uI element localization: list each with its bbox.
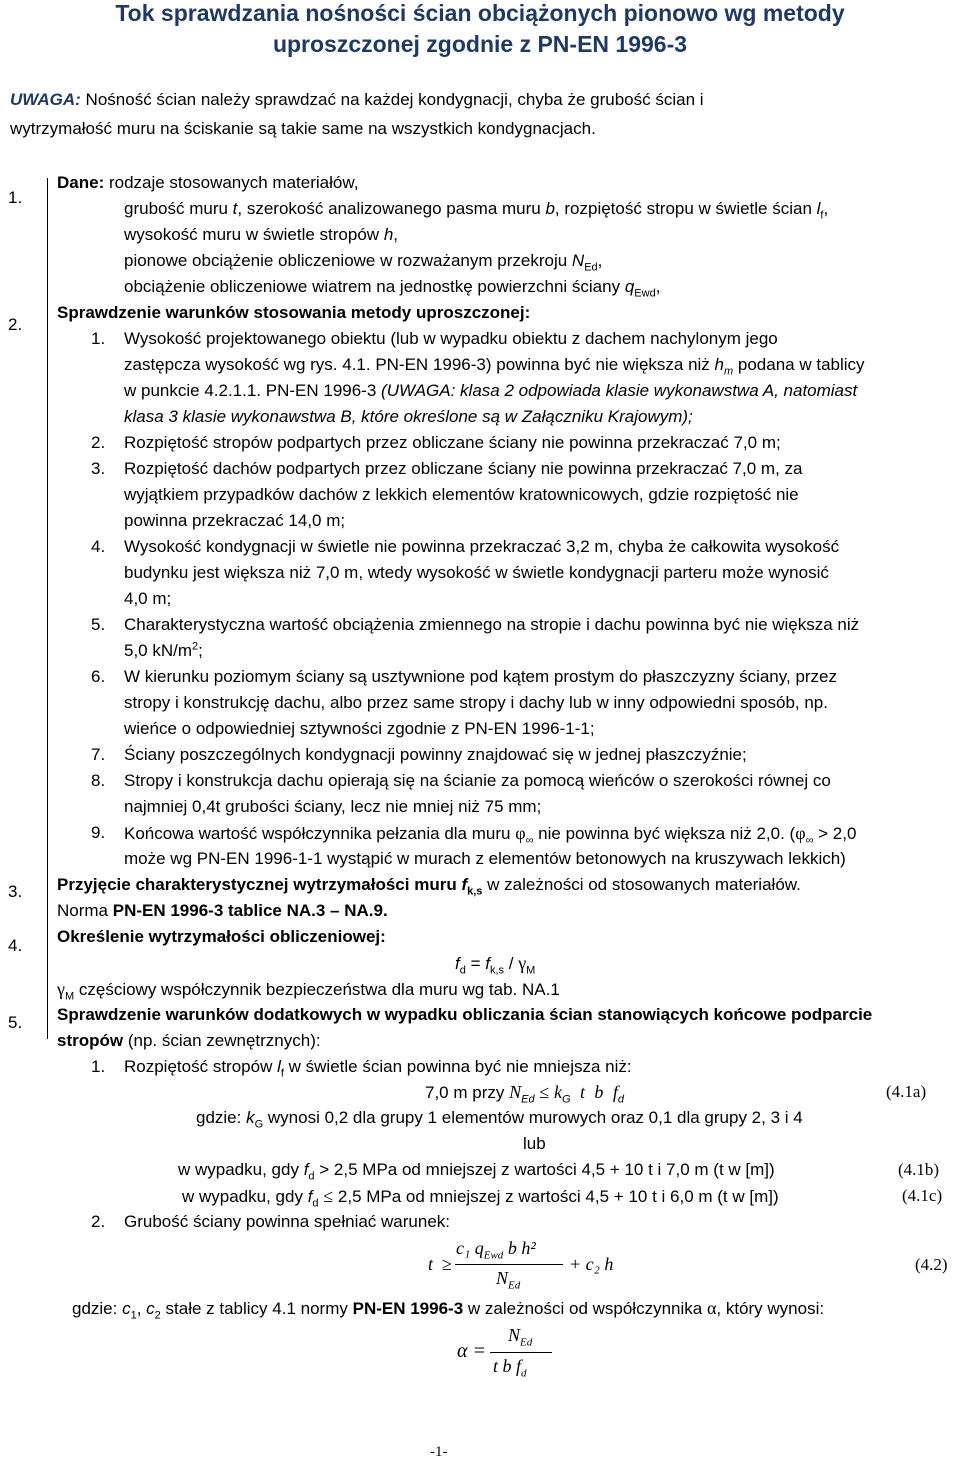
w2-f-sub: d [312,1197,319,1210]
s2-item6-number: 6. [91,667,106,686]
gdzie1b: wynosi 0,2 dla grupy 1 elementów murowych oraz 0,1 dla grupy 2, 3 i 4 [263,1108,803,1127]
s2-item5-line1: Charakterystyczna wartość obciążenia zmiennego na stropie i dachu powinna być nie większa niż [124,615,860,634]
s4-fk-sub: k,s [489,964,505,977]
s5-heading-line2 [57,1031,321,1051]
s2-i9-l1c: > 2,0 [813,824,857,843]
f2-fraction-bar [455,1264,563,1265]
f1-N: N [509,1082,522,1102]
s1-N-sub: Ed [584,261,598,274]
infinity-sub-2: ∞ [805,834,814,847]
le-symbol-2: ≤ [323,1186,334,1206]
f2-den: N [496,1268,509,1288]
section-divider [47,178,48,1039]
s4-gamma-sub-def: M [64,990,75,1003]
s2-item2-line1: Rozpiętość stropów podpartych przez obliczane ściany nie powinna przekraczać 7,0 m; [124,433,781,452]
s2-item1-line4: klasa 3 klasie wykonawstwa B, które określone są w Załączniku Krajowym); [124,407,693,426]
s2-i5-l2a: 5,0 kN/m [124,641,193,660]
s2-item9-line2: może wg PN-EN 1996-1-1 wystąpić w murach z elementów betonowych na kruszywach lekkich) [124,849,846,868]
f2-num-b: b h² [503,1238,536,1258]
s1-lf: l [816,199,821,218]
s2-hm: h [714,355,724,374]
s1-q: q [624,277,635,296]
f3-num-sub: Ed [520,1336,533,1349]
s2-i5-sup: 2 [192,640,199,653]
w1-f: f [303,1160,309,1179]
equation-number-41a: (4.1a) [886,1082,927,1101]
s2-i5-l2b: ; [198,641,203,660]
s5-lf: l [277,1057,281,1076]
s2-item6-line2: stropy i konstrukcję dachu, albo przez same stropy i dachy lub w inny odpowiedni sposób, np. [124,693,828,712]
step-number-2: 2. [8,315,23,334]
note-label: UWAGA: [10,90,81,109]
f1-f: f [612,1082,618,1102]
s2-item8-number: 8. [91,771,106,790]
f1-f-sub: d [617,1093,625,1106]
s2-item1-number: 1. [91,329,106,348]
s1-l2a: grubość muru [124,199,233,218]
c2: c [146,1299,155,1318]
s5-heading-l2a: stropów [57,1031,124,1050]
s4-gamma-sub: M [526,964,536,977]
s2-item9-number: 9. [91,823,106,842]
s3-l2a: Norma [57,901,113,920]
s5-i1a: Rozpiętość stropów [124,1057,278,1076]
page-title-line2: uproszczonej zgodnie z PN-EN 1996-3 [272,31,688,57]
s2-item2-number: 2. [91,433,106,452]
step-number-5: 5. [8,1013,23,1032]
s2-hm-sub: m [724,365,734,378]
last-e: , który wynosi: [716,1299,825,1318]
s1-l5b: , [655,277,661,296]
s5-condition-41b [178,1160,775,1183]
f2-num: c₁ q [456,1238,484,1258]
s5-item2-line1: Grubość ściany powinna spełniać warunek: [124,1212,451,1231]
f2-den-sub: Ed [508,1279,521,1292]
s2-item1-line1: Wysokość projektowanego obiektu (lub w wypadku obiektu z dachem nachylonym jego [124,329,778,348]
s5-gdzie-c1c2 [72,1298,825,1322]
s2-item5-number: 5. [91,615,106,634]
s2-item1-line3 [124,381,857,401]
s1-N: N [571,251,585,270]
f3-den-sub: d [521,1367,527,1380]
s2-item3-number: 3. [91,459,106,478]
c2-sub: 2 [154,1309,161,1322]
s2-item8-line2: najmniej 0,4t grubości ściany, lecz nie mniej niż 75 mm; [124,797,542,816]
s1-l2b: , szerokość analizowanego pasma muru [237,199,546,218]
s1-l2d: , [823,199,829,218]
s4-fd: f [455,954,460,973]
s2-item9-line1 [124,823,857,847]
s1-b: b [545,199,555,218]
page-title-line1: Tok sprawdzania nośności ścian obciążonych pionowo wg metody [115,0,845,26]
le-symbol: ≤ [539,1082,550,1102]
s2-item7-line1: Ściany poszczególnych kondygnacji powinny znajdować się w jednej płaszczyźnie; [124,745,747,764]
s2-i1-l2b: podana w tablicy [733,355,865,374]
w2-f: f [307,1187,313,1206]
s2-item3-line1: Rozpiętość dachów podpartych przez obliczane ściany nie powinna przekraczać 7,0 m, za [124,459,803,478]
s5-lf-sub: f [280,1067,284,1080]
c1-sub: 1 [130,1309,137,1322]
page-number: -1- [430,1444,448,1460]
s3-f-sub: k,s [467,885,483,898]
s1-line4 [124,251,603,274]
last-d: w zależności od współczynnika [463,1299,707,1318]
f1-t: t [579,1082,585,1102]
gamma-symbol-def: γ [57,979,65,999]
w1a: w wypadku, gdy [178,1160,304,1179]
s5-gdzie-kG [196,1108,803,1131]
last-b: stałe z tablicy 4.1 normy [160,1299,353,1318]
ge-symbol: ≥ [442,1254,452,1274]
s2-item5-line2 [124,641,203,661]
s1-q-sub: Ewd [634,287,656,300]
s2-i1-l2a: zastępcza wysokość wg rys. 4.1. PN-EN 1996-3) powinna być nie większa niż [124,355,715,374]
note-line1 [10,90,704,110]
s1-h: h [383,225,394,244]
w2a: w wypadku, gdy [182,1187,308,1206]
s4-fk: f [485,954,490,973]
f2-num-sub: Ewd [483,1249,504,1262]
f1a-text: 7,0 m przy [425,1083,510,1102]
s2-item4-line2: budynku jest większa niż 7,0 m, wtedy wysokość w świetle kondygnacji parteru może wynosić [124,563,829,582]
infinity-sub: ∞ [525,834,534,847]
s2-item3-line3: powinna przekraczać 14,0 m; [124,511,346,530]
s5-heading-line1: Sprawdzenie warunków dodatkowych w wypadku obliczania ścian stanowiących końcowe podparcie [57,1005,873,1024]
s1-l5a: obciążenie obliczeniowe wiatrem na jednostkę powierzchni ściany [124,277,625,296]
gamma-symbol: γ [518,953,527,973]
s2-item6-line1: W kierunku poziomym ściany są usztywnione pod kątem prostym do płaszczyzny ściany, przez [124,667,838,686]
s1-line2 [124,199,829,222]
s5-lub: lub [523,1134,546,1153]
s5-condition-41c [182,1186,779,1210]
w1b: > 2,5 MPa od mniejszej z wartości 4,5 + 10 t i 7,0 m (t w [m]) [314,1160,775,1179]
f1-N-sub: Ed [521,1093,535,1106]
s2-item6-line3: wieńce o odpowiedniej sztywności zgodnie z PN-EN 1996-1-1; [124,719,595,738]
s2-item4-number: 4. [91,537,106,556]
phi-symbol-2: φ [795,823,806,843]
s1-t: t [232,199,238,218]
s1-lf-sub: f [820,209,824,222]
s5-item2-number: 2. [91,1212,106,1231]
s3-l2b: PN-EN 1996-3 tablice NA.3 – NA.9. [112,901,388,920]
note-text: Nośność ścian należy sprawdzać na każdej kondygnacji, chyba że grubość ścian i [80,90,704,109]
w2b: 2,5 MPa od mniejszej z wartości 4,5 + 10 t i 6,0 m (t w [m]) [333,1187,779,1206]
w1-f-sub: d [308,1170,315,1183]
kG-sub: G [254,1118,264,1131]
s3-line2 [57,901,388,921]
s5-formula-41a [425,1082,625,1106]
s1-line3 [124,225,398,245]
s5-item1-number: 1. [91,1057,106,1076]
equation-number-42: (4.2) [915,1255,948,1274]
s4-fd-sub: d [459,964,466,977]
f3-numerator [508,1325,533,1349]
s2-item4-line3: 4,0 m; [124,589,172,608]
s1-l2c: , rozpiętość stropu w świetle ścian [554,199,817,218]
s5-heading-l2b: (np. ścian zewnętrznych): [123,1031,321,1050]
s2-i9-l1a: Końcowa wartość współczynnika pełzania dla muru [124,824,516,843]
s4-formula [455,953,536,977]
f1-b: b [594,1082,604,1102]
f2-denominator [496,1268,521,1292]
last-c: PN-EN 1996-3 [352,1299,464,1318]
s2-item7-number: 7. [91,745,106,764]
f3-denominator [493,1356,527,1380]
f2-plus-term: + c₂ h [569,1254,614,1274]
s1-l4b: , [597,251,603,270]
f3-fraction-bar [490,1352,552,1353]
s1-line1 [57,173,358,193]
s2-item4-line1: Wysokość kondygnacji w świetle nie powinna przekraczać 3,2 m, chyba że całkowita wysokość [124,537,840,556]
step-number-3: 3. [8,882,23,901]
s1-l4a: pionowe obciążenie obliczeniowe w rozważanym przekroju [124,251,572,270]
f2-t: t [428,1254,434,1274]
phi-symbol: φ [515,823,526,843]
s1-l3a: wysokość muru w świetle stropów [124,225,384,244]
s1-line5 [124,277,661,300]
equation-number-41b: (4.1b) [898,1160,940,1179]
s1-l3b: , [393,225,399,244]
s3-rest: w zależności od stosowanych materiałów. [482,875,801,894]
s2-item8-line1: Stropy i konstrukcja dachu opierają się na ścianie za pomocą wieńców o szerokości równej co [124,771,831,790]
kG: k [246,1108,255,1127]
s1-label: Dane: [57,173,105,192]
f2-numerator [456,1238,536,1262]
s5-item1-line1 [124,1057,632,1080]
s4-def-text: częściowy współczynnik bezpieczeństwa dla muru wg tab. NA.1 [74,980,560,999]
s2-heading: Sprawdzenie warunków stosowania metody uproszczonej: [57,303,531,322]
s4-definition [57,979,560,1003]
step-number-4: 4. [8,936,23,955]
f1-k-sub: G [561,1093,571,1106]
s3-f: f [461,875,468,894]
s3-heading: Przyjęcie charakterystycznej wytrzymałości muru [57,875,462,894]
s2-i1-l3a: w punkcie 4.2.1.1. PN-EN 1996-3 [124,381,382,400]
f3-den: t b f [493,1356,522,1376]
comma: , [136,1299,147,1318]
s4-eq: = [465,954,486,973]
equation-number-41c: (4.1c) [902,1186,943,1205]
s4-slash: / [504,954,519,973]
s2-item1-line2 [124,355,865,378]
c1: c [122,1299,131,1318]
s2-item3-line2: wyjątkiem przypadków dachów z lekkich elementów kratownicowych, gdzie rozpiętość nie [124,485,799,504]
s2-i1-l3b: (UWAGA: klasa 2 odpowiada klasie wykonawstwa A, natomiast [381,381,858,400]
gdzie1a: gdzie: [196,1108,247,1127]
f3-num: N [508,1325,521,1345]
s2-i9-l1b: nie powinna być większa niż 2,0. ( [533,824,796,843]
note-line2: wytrzymałość muru na ściskanie są takie same na wszystkich kondygnacjach. [10,119,596,138]
s1-text: rodzaje stosowanych materiałów, [104,173,359,192]
s5-i1b: w świetle ścian powinna być nie mniejsza niż: [283,1057,632,1076]
alpha-symbol: α [706,1298,717,1318]
s4-heading: Określenie wytrzymałości obliczeniowej: [57,927,386,946]
step-number-1: 1. [8,188,23,207]
last-a: gdzie: [72,1299,123,1318]
s3-line1 [57,875,801,898]
f1-k: k [553,1082,562,1102]
f3-alpha: α = [457,1340,486,1362]
